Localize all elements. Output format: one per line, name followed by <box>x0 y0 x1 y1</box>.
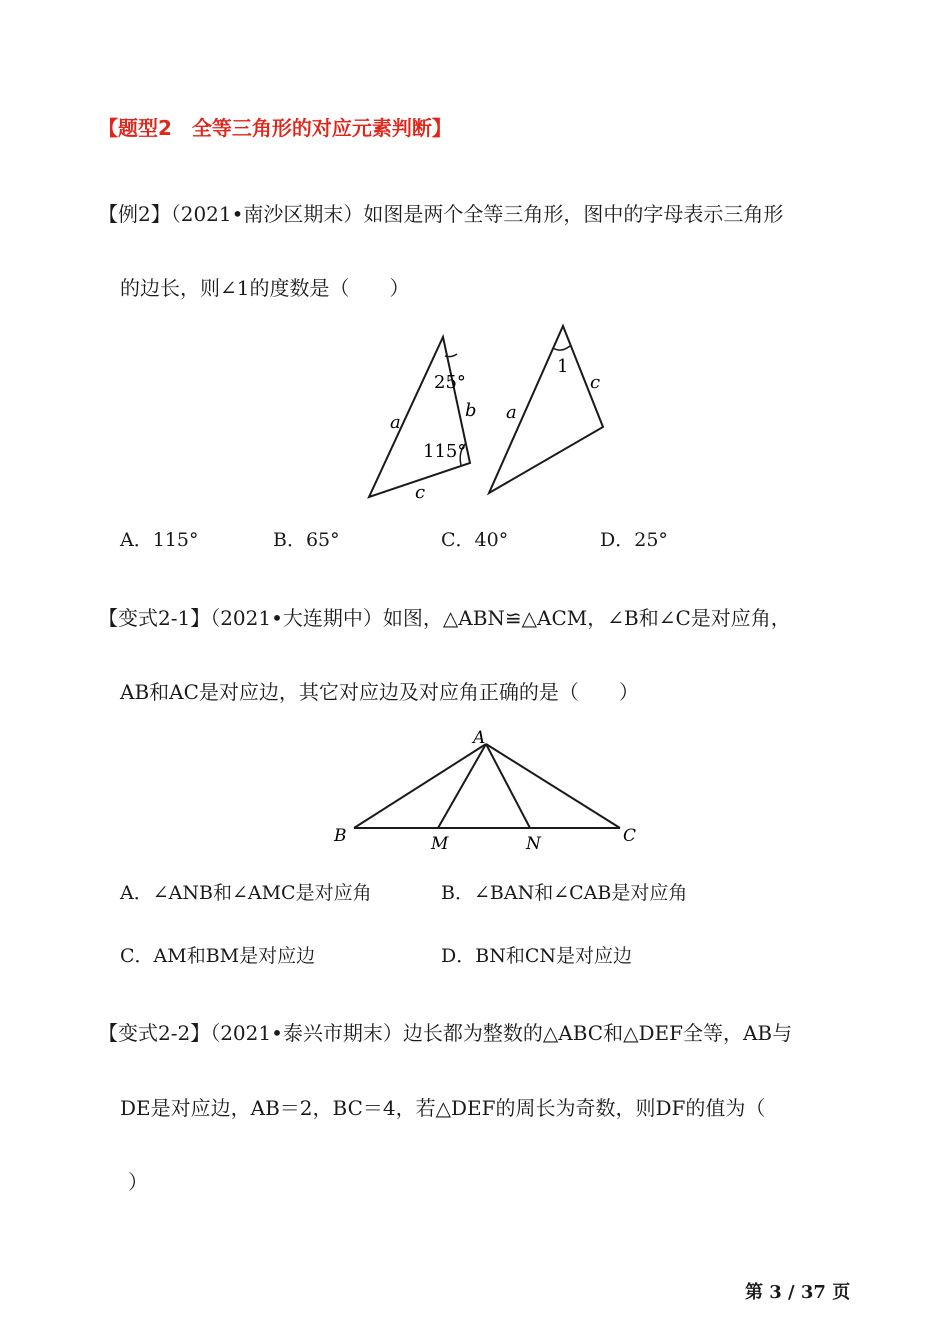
point-m-label: M <box>431 834 449 854</box>
left-side-c: c <box>415 482 426 503</box>
point-a-label: A <box>473 728 486 748</box>
right-side-c: c <box>590 372 601 393</box>
example2-line2: 的边长，则∠1的度数是（ ） <box>120 276 410 300</box>
variant22-line1: 【变式2-2】（2021•泰兴市期末）边长都为整数的△ABC和△DEF全等，AB与 <box>98 1021 793 1045</box>
page-number: 第 3 / 37 页 <box>745 1282 851 1303</box>
section-heading: 【题型2 全等三角形的对应元素判断】 <box>98 116 452 140</box>
example2-option-c[interactable]: C．40° <box>441 529 509 551</box>
right-side-a: a <box>506 402 517 423</box>
left-angle-top-label: 25° <box>434 372 466 393</box>
right-angle-top-label: 1 <box>557 356 569 377</box>
line-ab <box>354 744 486 828</box>
example2-option-b[interactable]: B．65° <box>273 529 340 551</box>
example2-option-a[interactable]: A．115° <box>120 529 199 551</box>
line-am <box>438 744 486 828</box>
left-side-a: a <box>390 412 401 433</box>
variant22-line2: DE是对应边，AB＝2，BC＝4，若△DEF的周长为奇数，则DF的值为（ <box>120 1096 766 1120</box>
variant21-line1: 【变式2-1】（2021•大连期中）如图，△ABN≌△ACM，∠B和∠C是对应角， <box>98 606 791 630</box>
variant21-option-a[interactable]: A．∠ANB和∠AMC是对应角 <box>120 882 372 904</box>
variant21-option-d[interactable]: D．BN和CN是对应边 <box>441 945 632 967</box>
left-angle-right-label: 115° <box>423 441 467 462</box>
line-an <box>486 744 530 828</box>
left-side-b: b <box>465 400 477 421</box>
point-c-label: C <box>623 826 637 846</box>
example2-line1: 【例2】（2021•南沙区期末）如图是两个全等三角形，图中的字母表示三角形 <box>98 202 784 226</box>
variant21-option-b[interactable]: B．∠BAN和∠CAB是对应角 <box>441 882 688 904</box>
point-b-label: B <box>334 826 347 846</box>
line-ac <box>486 744 620 828</box>
point-n-label: N <box>526 834 541 854</box>
variant21-line2: AB和AC是对应边，其它对应边及对应角正确的是（ ） <box>120 680 639 704</box>
variant22-line3: ） <box>128 1170 148 1194</box>
variant21-option-c[interactable]: C．AM和BM是对应边 <box>120 945 316 967</box>
example2-option-d[interactable]: D．25° <box>600 529 668 551</box>
